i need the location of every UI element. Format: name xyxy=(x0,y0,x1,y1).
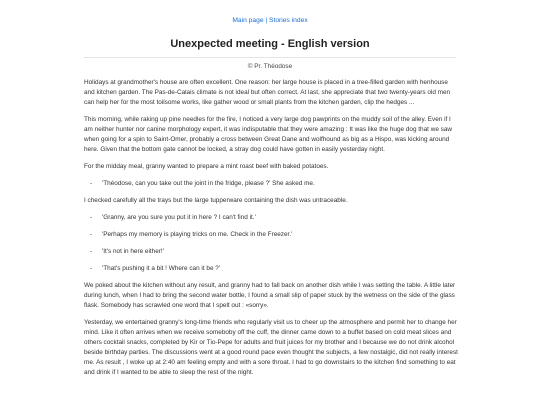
dialogue-line: - 'Théodose, can you take out the joint in the fridge, please ?' She asked me. xyxy=(84,179,458,189)
dialogue-line: - 'Granny, are you sure you put it in here ? I can't find it.' xyxy=(84,213,458,223)
title-divider xyxy=(84,57,456,58)
nav-separator: | xyxy=(263,17,270,24)
main-page-link[interactable]: Main page xyxy=(232,17,264,24)
story-paragraph: I checked carefully all the trays but the large tupperware containing the dish was untraceable. xyxy=(84,197,348,204)
dialogue-line: - 'That's pushing it a bit ! Where can it be ?' xyxy=(84,264,458,274)
story-paragraph: Yesterday, we entertained granny's long-time friends who regularly visit us to cheer up the atmosphere and permit her to change her mind. Like it often arrives when we receive someboby off the cuff, the dinner came down to a buffet based on cold meat slices and others cocktail snacks, completed by Kir or Tio-Pepe for adults and fruit juices for my brother and I because we do not drink alcohol beside birthday parties. The discussions went at a good round pace even thought the subjects, a few nostalgic, did not really interest me. As result , I woke up at 2:40 am feeling empty and with a sore throat. I had to go downstairs to the kitchen find something to eat and drink if I wanted to be able to sleep the rest of the night. xyxy=(84,319,458,376)
author-line: © Pr. Théodose xyxy=(247,63,293,70)
top-nav xyxy=(0,17,540,24)
story-content xyxy=(84,78,458,385)
story-paragraph: We poked about the kitchen without any result, and granny had to fall back on another dish while I was setting the table. A little later during lunch, when I had to bring the second water bottle, I found a small slip of paper stuck by the wetness on the side of the glass flask. Somebody has scrawled one word that I spelt out : «sorry». xyxy=(84,282,456,309)
dialogue-list xyxy=(84,179,458,189)
story-paragraph: For the midday meal, granny wanted to prepare a mint roast beef with baked potatoes. xyxy=(84,163,329,170)
dialogue-line: - 'It's not in here either!' xyxy=(84,247,458,257)
story-paragraph: Holidays at grandmother's house are often excellent. One reason: her large house is placed in a tree-filled garden with henhouse and kitchen garden. The Pas-de-Calais climate is not ideal but often correct. At last, she appreciate that two twenty-years old men can help her for the most toilsome works, like gather wood or small plants from the kitchen garden, clip the hedges ... xyxy=(84,79,451,106)
stories-index-link[interactable]: Stories index xyxy=(269,17,308,24)
story-paragraph: This morning, while raking up pine needles for the fire, I noticed a very large dog pawprints on the muddy soil of the alley. Even if I am neither hunter nor canine morphology expert, it was indisputable that they were amazing : It was like the huge dog that we saw when going for a spin to Saint-Omer, probably a cross between Great Dane and wolfhound as big as a Hispo, was kicking around here. Given that the bottom gate cannot be locked, a stray dog could have gotten in easily yesterday night. xyxy=(84,116,453,153)
dialogue-list xyxy=(84,213,458,274)
page-title: Unexpected meeting - English version xyxy=(170,38,370,50)
dialogue-line: - 'Perhaps my memory is playing tricks on me. Check in the Freezer.' xyxy=(84,230,458,240)
